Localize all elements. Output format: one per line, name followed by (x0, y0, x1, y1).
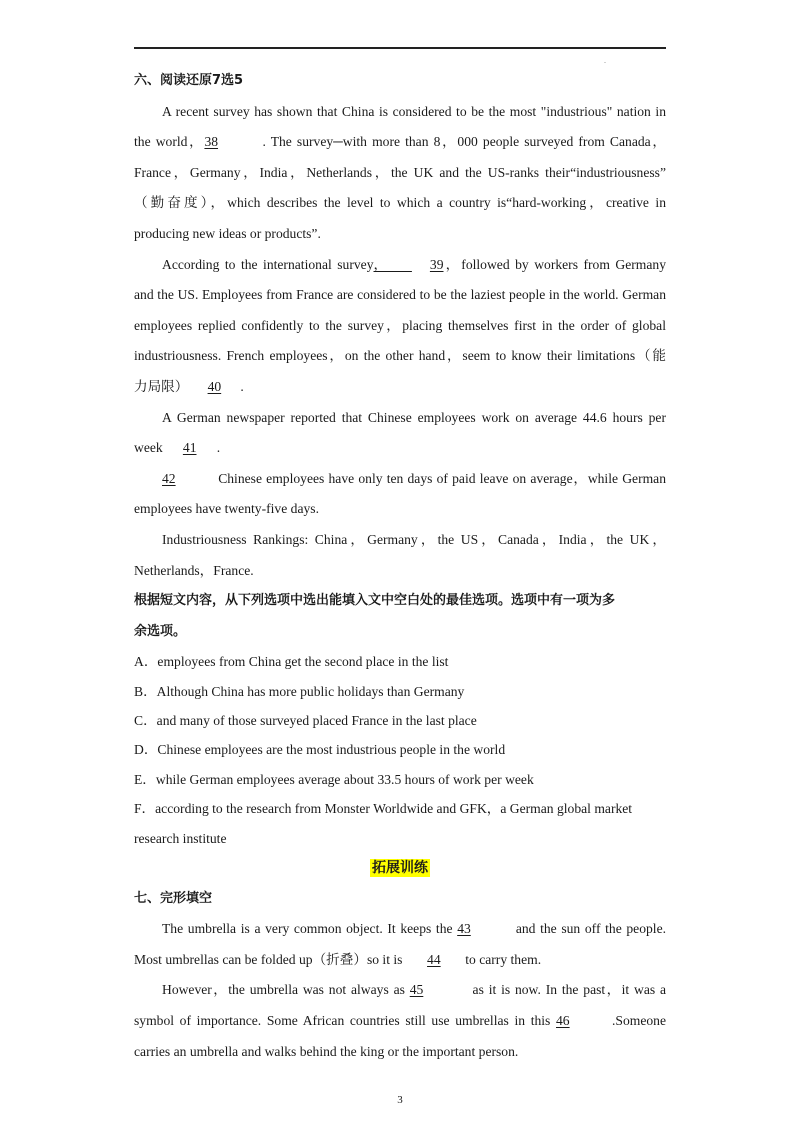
option-e: E．while German employees average about 33.5 hours of work per week (134, 771, 534, 787)
extension-title: 拓展训练 (372, 860, 428, 877)
blank-43[interactable]: 43 (457, 921, 471, 937)
blank-40[interactable]: 40 (207, 378, 222, 394)
option-f: F．according to the research from Monster Worldwide and GFK，a German global market (134, 801, 633, 817)
blank-45[interactable]: 45 (409, 982, 424, 998)
s6-p1-line2: the world，38 . The survey─with more than 8，000 people surveyed from Canada， (134, 127, 666, 158)
blank-41[interactable]: 41 (182, 440, 197, 456)
option-a: A．employees from China get the second place in the list (134, 654, 449, 670)
s6-p1-line5: producing new ideas or products”. (134, 225, 321, 241)
s7-p2-line1: However，the umbrella was not always as 45 as it is now. In the past，it was a (134, 975, 666, 1006)
s6-p2-line1: According to the international survey， 39，followed by workers from Germany (134, 250, 666, 281)
option-d: D．Chinese employees are the most industrious people in the world (134, 742, 506, 758)
s7-p2-line2: symbol of importance. Some African countries still use umbrellas in this 46 .Someone (134, 1006, 666, 1037)
document-content (134, 66, 666, 1067)
s7-p1-line1: The umbrella is a very common object. It keeps the 43 and the sun off the people. (134, 914, 666, 945)
s6-p4-line1: 42 Chinese employees have only ten days of paid leave on average，while German (134, 464, 666, 495)
blank-46[interactable]: 46 (556, 1012, 570, 1028)
option-f-cont: research institute (134, 830, 227, 846)
blank-38[interactable]: 38 (204, 134, 219, 150)
page-number: 3 (397, 1094, 403, 1106)
s6-p1-line4: （勤奋度），which describes the level to which a country is“hard-working，creative in (134, 195, 666, 211)
s6-p2-line4: industriousness. French employees，on the other hand，seem to know their limitations（能 (134, 348, 666, 364)
option-b: B．Although China has more public holidays than Germany (134, 683, 465, 699)
s6-p4-line2: employees have twenty-five days. (134, 501, 319, 517)
instruction-line1: 根据短文内容，从下列选项中选出能填入文中空白处的最佳选项。选项中有一项为多 (134, 593, 616, 609)
blank-39[interactable]: ， 39 (373, 256, 444, 272)
s6-p2-line5: 力局限） 40 . (134, 372, 666, 403)
s7-p1-line2: Most umbrellas can be folded up（折叠）so it is 44 to carry them. (134, 945, 666, 976)
header-mark: . (604, 56, 606, 65)
header-rule (134, 47, 666, 49)
s6-p1-line3: France，Germany，India，Netherlands，the UK and the US-ranks their“industriousness” (134, 164, 666, 180)
option-c: C．and many of those surveyed placed France in the last place (134, 713, 477, 729)
instruction-line2: 余选项。 (134, 623, 187, 639)
s6-p5-line2: Netherlands，France. (134, 562, 254, 578)
s6-p2-line2: and the US. Employees from France are considered to be the laziest people in the world. German (134, 287, 666, 303)
s7-p2-line3: carries an umbrella and walks behind the king or the important person. (134, 1043, 519, 1059)
s6-p2-line3: employees replied confidently to the survey，placing themselves first in the order of global (134, 317, 666, 333)
s6-p5-line1: Industriousness Rankings: China，Germany，the US，Canada，India，the UK， (162, 531, 666, 547)
blank-42[interactable]: 42 (162, 470, 176, 486)
s6-p1-line1: A recent survey has shown that China is considered to be the most "industrious" nation in (162, 103, 666, 119)
extension-title-row (134, 853, 666, 884)
section6-heading: 六、阅读还原7选5 (134, 73, 244, 88)
s6-p3-line1: A German newspaper reported that Chinese employees work on average 44.6 hours per (162, 409, 666, 425)
blank-44[interactable]: 44 (427, 951, 441, 967)
s6-p3-line2: week 41 . (134, 433, 666, 464)
section7-heading: 七、完形填空 (134, 890, 213, 906)
